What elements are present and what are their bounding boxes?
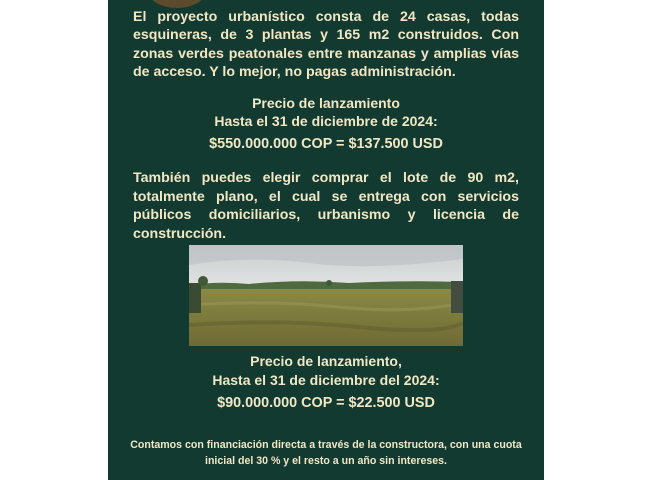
project-description: El proyecto urbanístico consta de 24 casas, todas esquineras, de 3 plantas y 165 m2 construidos. Con zonas verdes peatonales entre manzanas y amplias vías de acceso. Y lo mejor, no pagas administración. (133, 9, 519, 81)
houses-price-deadline: Hasta el 31 de diciembre de 2024: (214, 113, 438, 129)
houses-price-value: $550.000.000 COP = $137.500 USD (209, 136, 443, 152)
houses-price-heading: Precio de lanzamiento (252, 95, 400, 111)
decorative-shape (148, 0, 206, 8)
lot-price-heading: Precio de lanzamiento, (250, 353, 402, 369)
financing-note: Contamos con financiación directa a través de la constructora, con una cuota inicial del 30 % y el resto a un año sin intereses. (130, 439, 522, 467)
lot-price-value: $90.000.000 COP = $22.500 USD (217, 395, 435, 411)
lot-description: También puedes elegir comprar el lote de 90 m2, totalmente plano, el cual se entrega con servicios públicos domiciliarios, urbanismo y licencia de construcción. (133, 170, 519, 242)
lot-photo (189, 245, 463, 346)
lot-price-deadline: Hasta el 31 de diciembre del 2024: (212, 372, 440, 388)
flyer-panel (108, 0, 544, 480)
